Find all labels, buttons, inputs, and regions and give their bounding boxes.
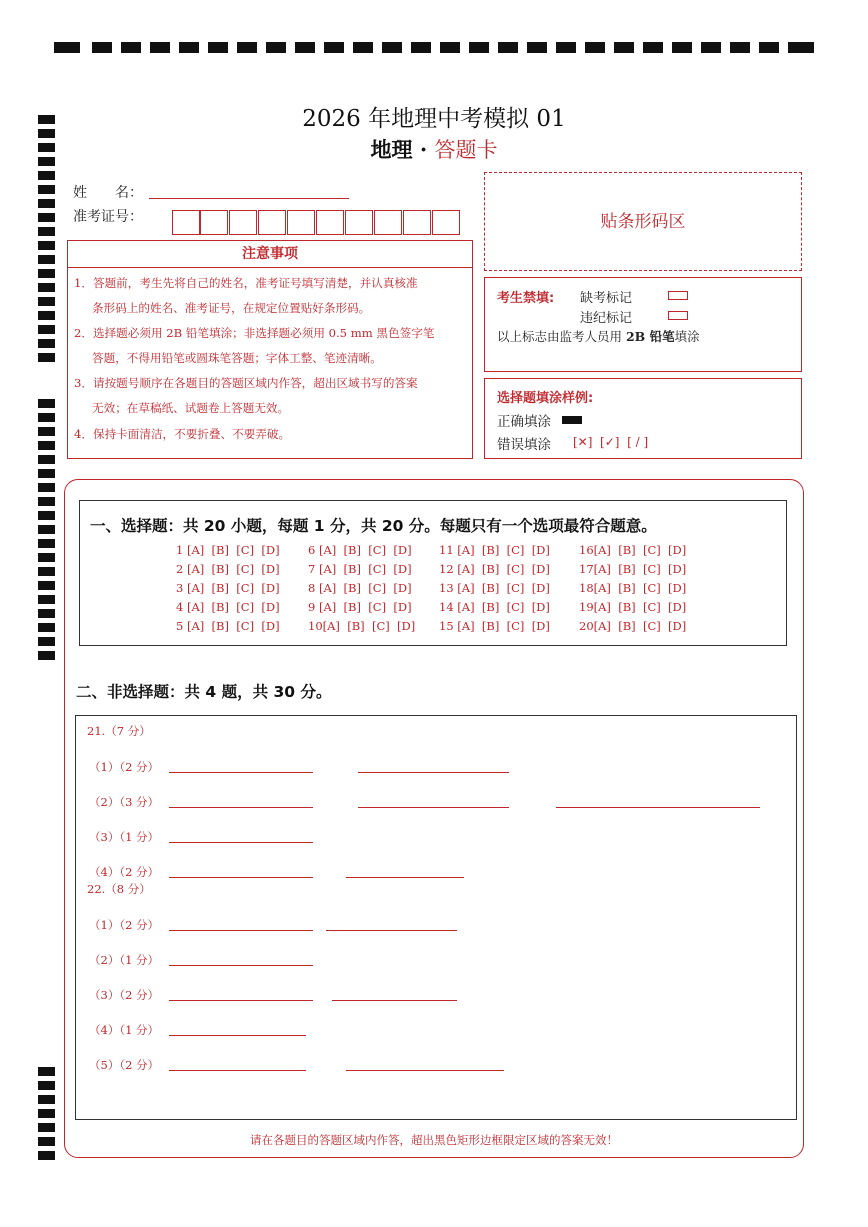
proctor-note-suffix: 填涂 — [674, 329, 700, 344]
timing-mark — [38, 185, 55, 194]
answer-line[interactable] — [169, 877, 313, 878]
q22-part2-label: （2）（1 分） — [89, 953, 160, 967]
timing-mark — [38, 269, 55, 278]
notice-item: 3．请按题号顺序在各题目的答题区域内作答，超出区域书写的答案 — [74, 376, 418, 390]
timing-mark — [38, 283, 55, 292]
timing-mark — [38, 297, 55, 306]
answer-line[interactable] — [169, 1035, 306, 1036]
timing-mark — [38, 213, 55, 222]
mcq-row[interactable]: 14 [A] [B] [C] [D] — [439, 600, 550, 614]
barcode-area[interactable] — [484, 172, 802, 271]
timing-mark — [585, 42, 605, 53]
answer-line[interactable] — [346, 877, 464, 878]
timing-mark — [701, 42, 721, 53]
answer-line[interactable] — [169, 772, 313, 773]
timing-mark — [38, 255, 55, 264]
answer-line[interactable] — [358, 807, 509, 808]
timing-mark — [54, 42, 80, 53]
timing-mark — [38, 469, 55, 478]
q22-part4-label: （4）（1 分） — [89, 1023, 160, 1037]
mcq-row[interactable]: 18[A] [B] [C] [D] — [579, 581, 687, 595]
q22-part1-label: （1）（2 分） — [89, 918, 160, 932]
notice-item: 1．答题前，考生先将自己的姓名，准考证号填写清楚，并认真核准 — [74, 276, 418, 290]
timing-mark — [38, 581, 55, 590]
timing-mark — [38, 413, 55, 422]
timing-mark — [38, 525, 55, 534]
wrong-fill-marks: [✕] [✓] [ / ] — [573, 435, 649, 449]
answer-line[interactable] — [358, 772, 509, 773]
mcq-row[interactable]: 19[A] [B] [C] [D] — [579, 600, 687, 614]
answer-line[interactable] — [169, 1000, 313, 1001]
timing-mark — [38, 637, 55, 646]
section1-title: 一、选择题：共 20 小题，每题 1 分，共 20 分。每题只有一个选项最符合题意。 — [90, 517, 657, 535]
mcq-row[interactable]: 3 [A] [B] [C] [D] — [176, 581, 280, 595]
proctor-note-prefix: 以上标志由监考人员用 — [497, 329, 626, 344]
proctor-only-box — [484, 277, 802, 372]
timing-mark — [788, 42, 814, 53]
timing-mark — [38, 1123, 55, 1132]
proctor-note — [497, 327, 700, 345]
mcq-row[interactable]: 1 [A] [B] [C] [D] — [176, 543, 280, 557]
wrong-fill-label: 错误填涂 — [497, 437, 551, 453]
timing-mark — [498, 42, 518, 53]
q22-part3-label: （3）（2 分） — [89, 988, 160, 1002]
timing-mark — [38, 1067, 55, 1076]
q21-part1-label: （1）（2 分） — [89, 760, 160, 774]
timing-mark — [237, 42, 257, 53]
name-label: 姓 名： — [73, 185, 143, 201]
timing-mark — [382, 42, 402, 53]
id-digit-cell[interactable] — [200, 210, 228, 235]
notice-title: 注意事项 — [68, 241, 472, 268]
violation-mark-box[interactable] — [668, 311, 688, 320]
timing-mark — [38, 353, 55, 362]
timing-mark — [38, 227, 55, 236]
timing-mark — [38, 171, 55, 180]
id-digit-cell[interactable] — [432, 210, 460, 235]
timing-mark — [38, 399, 55, 408]
answer-line[interactable] — [169, 807, 313, 808]
timing-mark — [266, 42, 286, 53]
q22-header: 22.（8 分） — [87, 882, 151, 896]
fill-sample-title: 选择题填涂样例: — [497, 391, 594, 406]
timing-mark — [556, 42, 576, 53]
timing-mark — [150, 42, 170, 53]
timing-mark — [92, 42, 112, 53]
timing-mark — [38, 199, 55, 208]
id-digit-cell[interactable] — [345, 210, 373, 235]
violation-mark-label: 违纪标记 — [580, 311, 633, 326]
absent-mark-box[interactable] — [668, 291, 688, 300]
notice-box — [67, 240, 473, 459]
notice-item: 4．保持卡面清洁，不要折叠、不要弄破。 — [74, 427, 291, 441]
timing-mark — [38, 325, 55, 334]
timing-mark — [38, 609, 55, 618]
timing-mark — [730, 42, 750, 53]
barcode-label: 贴条形码区 — [600, 212, 686, 232]
timing-mark — [38, 339, 55, 348]
name-field[interactable] — [149, 198, 349, 199]
timing-mark — [38, 427, 55, 436]
mcq-row[interactable]: 20[A] [B] [C] [D] — [579, 619, 687, 633]
answer-line[interactable] — [346, 1070, 504, 1071]
q21-part3-label: （3）（1 分） — [89, 830, 160, 844]
mcq-row[interactable]: 5 [A] [B] [C] [D] — [176, 619, 280, 633]
id-digit-cell[interactable] — [287, 210, 315, 235]
mcq-row[interactable]: 2 [A] [B] [C] [D] — [176, 562, 280, 576]
timing-mark — [353, 42, 373, 53]
subtitle-dot: · — [419, 137, 428, 162]
answer-line[interactable] — [169, 1070, 306, 1071]
answer-line[interactable] — [169, 965, 313, 966]
proctor-only-title: 考生禁填: — [497, 291, 555, 306]
id-digit-cell[interactable] — [172, 210, 200, 235]
proctor-note-bold: 2B 铅笔 — [625, 329, 675, 344]
section2-title: 二、非选择题：共 4 题，共 30 分。 — [76, 683, 332, 701]
timing-mark — [179, 42, 199, 53]
timing-mark — [38, 1151, 55, 1160]
non-choice-answer-box[interactable] — [75, 715, 797, 1120]
timing-mark — [440, 42, 460, 53]
timing-mark — [614, 42, 634, 53]
mcq-row[interactable]: 17[A] [B] [C] [D] — [579, 562, 687, 576]
timing-mark — [38, 553, 55, 562]
timing-mark — [38, 595, 55, 604]
q22-part5-label: （5）（2 分） — [89, 1058, 160, 1072]
timing-mark — [38, 651, 55, 660]
answer-card-label: 答题卡 — [434, 138, 498, 162]
answer-line[interactable] — [556, 807, 760, 808]
timing-mark — [38, 455, 55, 464]
answer-line[interactable] — [169, 930, 313, 931]
timing-mark — [38, 497, 55, 506]
id-digit-cell[interactable] — [374, 210, 402, 235]
mcq-row[interactable]: 7 [A] [B] [C] [D] — [308, 562, 412, 576]
timing-mark — [38, 241, 55, 250]
timing-mark — [121, 42, 141, 53]
timing-mark — [38, 441, 55, 450]
mcq-row[interactable]: 9 [A] [B] [C] [D] — [308, 600, 412, 614]
mcq-row[interactable]: 6 [A] [B] [C] [D] — [308, 543, 412, 557]
q21-part2-label: （2）（3 分） — [89, 795, 160, 809]
id-digit-cell[interactable] — [229, 210, 257, 235]
timing-mark — [527, 42, 547, 53]
answer-line[interactable] — [169, 842, 313, 843]
timing-mark — [38, 623, 55, 632]
timing-mark — [759, 42, 779, 53]
notice-item: 条形码上的姓名、准考证号，在规定位置贴好条形码。 — [92, 301, 371, 315]
timing-mark — [38, 483, 55, 492]
student-id-label: 准考证号： — [73, 209, 143, 225]
mcq-row[interactable]: 11 [A] [B] [C] [D] — [439, 543, 550, 557]
page-subtitle — [0, 134, 868, 164]
correct-fill-label: 正确填涂 — [497, 414, 551, 430]
timing-mark — [672, 42, 692, 53]
subject-label: 地理 — [370, 137, 413, 162]
id-digit-cell[interactable] — [403, 210, 431, 235]
q21-part4-label: （4）（2 分） — [89, 865, 160, 879]
fill-sample-box — [484, 378, 802, 459]
notice-item: 无效；在草稿纸、试题卷上答题无效。 — [92, 401, 290, 415]
mcq-row[interactable]: 12 [A] [B] [C] [D] — [439, 562, 550, 576]
q21-header: 21.（7 分） — [87, 724, 151, 738]
timing-mark — [38, 311, 55, 320]
page-title: 2026 年地理中考模拟 01 — [302, 106, 566, 132]
timing-mark — [38, 539, 55, 548]
mcq-row[interactable]: 10[A] [B] [C] [D] — [308, 619, 416, 633]
timing-mark — [208, 42, 228, 53]
timing-mark — [469, 42, 489, 53]
timing-mark — [38, 1095, 55, 1104]
mcq-row[interactable]: 4 [A] [B] [C] [D] — [176, 600, 280, 614]
answer-line[interactable] — [332, 1000, 457, 1001]
mcq-row[interactable]: 8 [A] [B] [C] [D] — [308, 581, 412, 595]
timing-mark — [411, 42, 431, 53]
timing-mark — [38, 1081, 55, 1090]
id-digit-cell[interactable] — [316, 210, 344, 235]
mcq-row[interactable]: 16[A] [B] [C] [D] — [579, 543, 687, 557]
notice-item: 答题，不得用铅笔或圆珠笔答题；字体工整、笔迹清晰。 — [92, 351, 382, 365]
timing-mark — [324, 42, 344, 53]
correct-fill-mark — [562, 416, 582, 424]
timing-mark — [38, 511, 55, 520]
timing-mark — [38, 567, 55, 576]
footer-warning: 请在各题目的答题区域内作答，超出黑色矩形边框限定区域的答案无效！ — [250, 1133, 618, 1147]
mcq-row[interactable]: 15 [A] [B] [C] [D] — [439, 619, 550, 633]
mcq-row[interactable]: 13 [A] [B] [C] [D] — [439, 581, 550, 595]
timing-mark — [38, 1109, 55, 1118]
timing-mark — [295, 42, 315, 53]
absent-mark-label: 缺考标记 — [580, 291, 633, 306]
id-digit-cell[interactable] — [258, 210, 286, 235]
answer-line[interactable] — [326, 930, 457, 931]
timing-mark — [643, 42, 663, 53]
notice-item: 2．选择题必须用 2B 铅笔填涂；非选择题必须用 0.5 mm 黑色签字笔 — [74, 326, 435, 340]
